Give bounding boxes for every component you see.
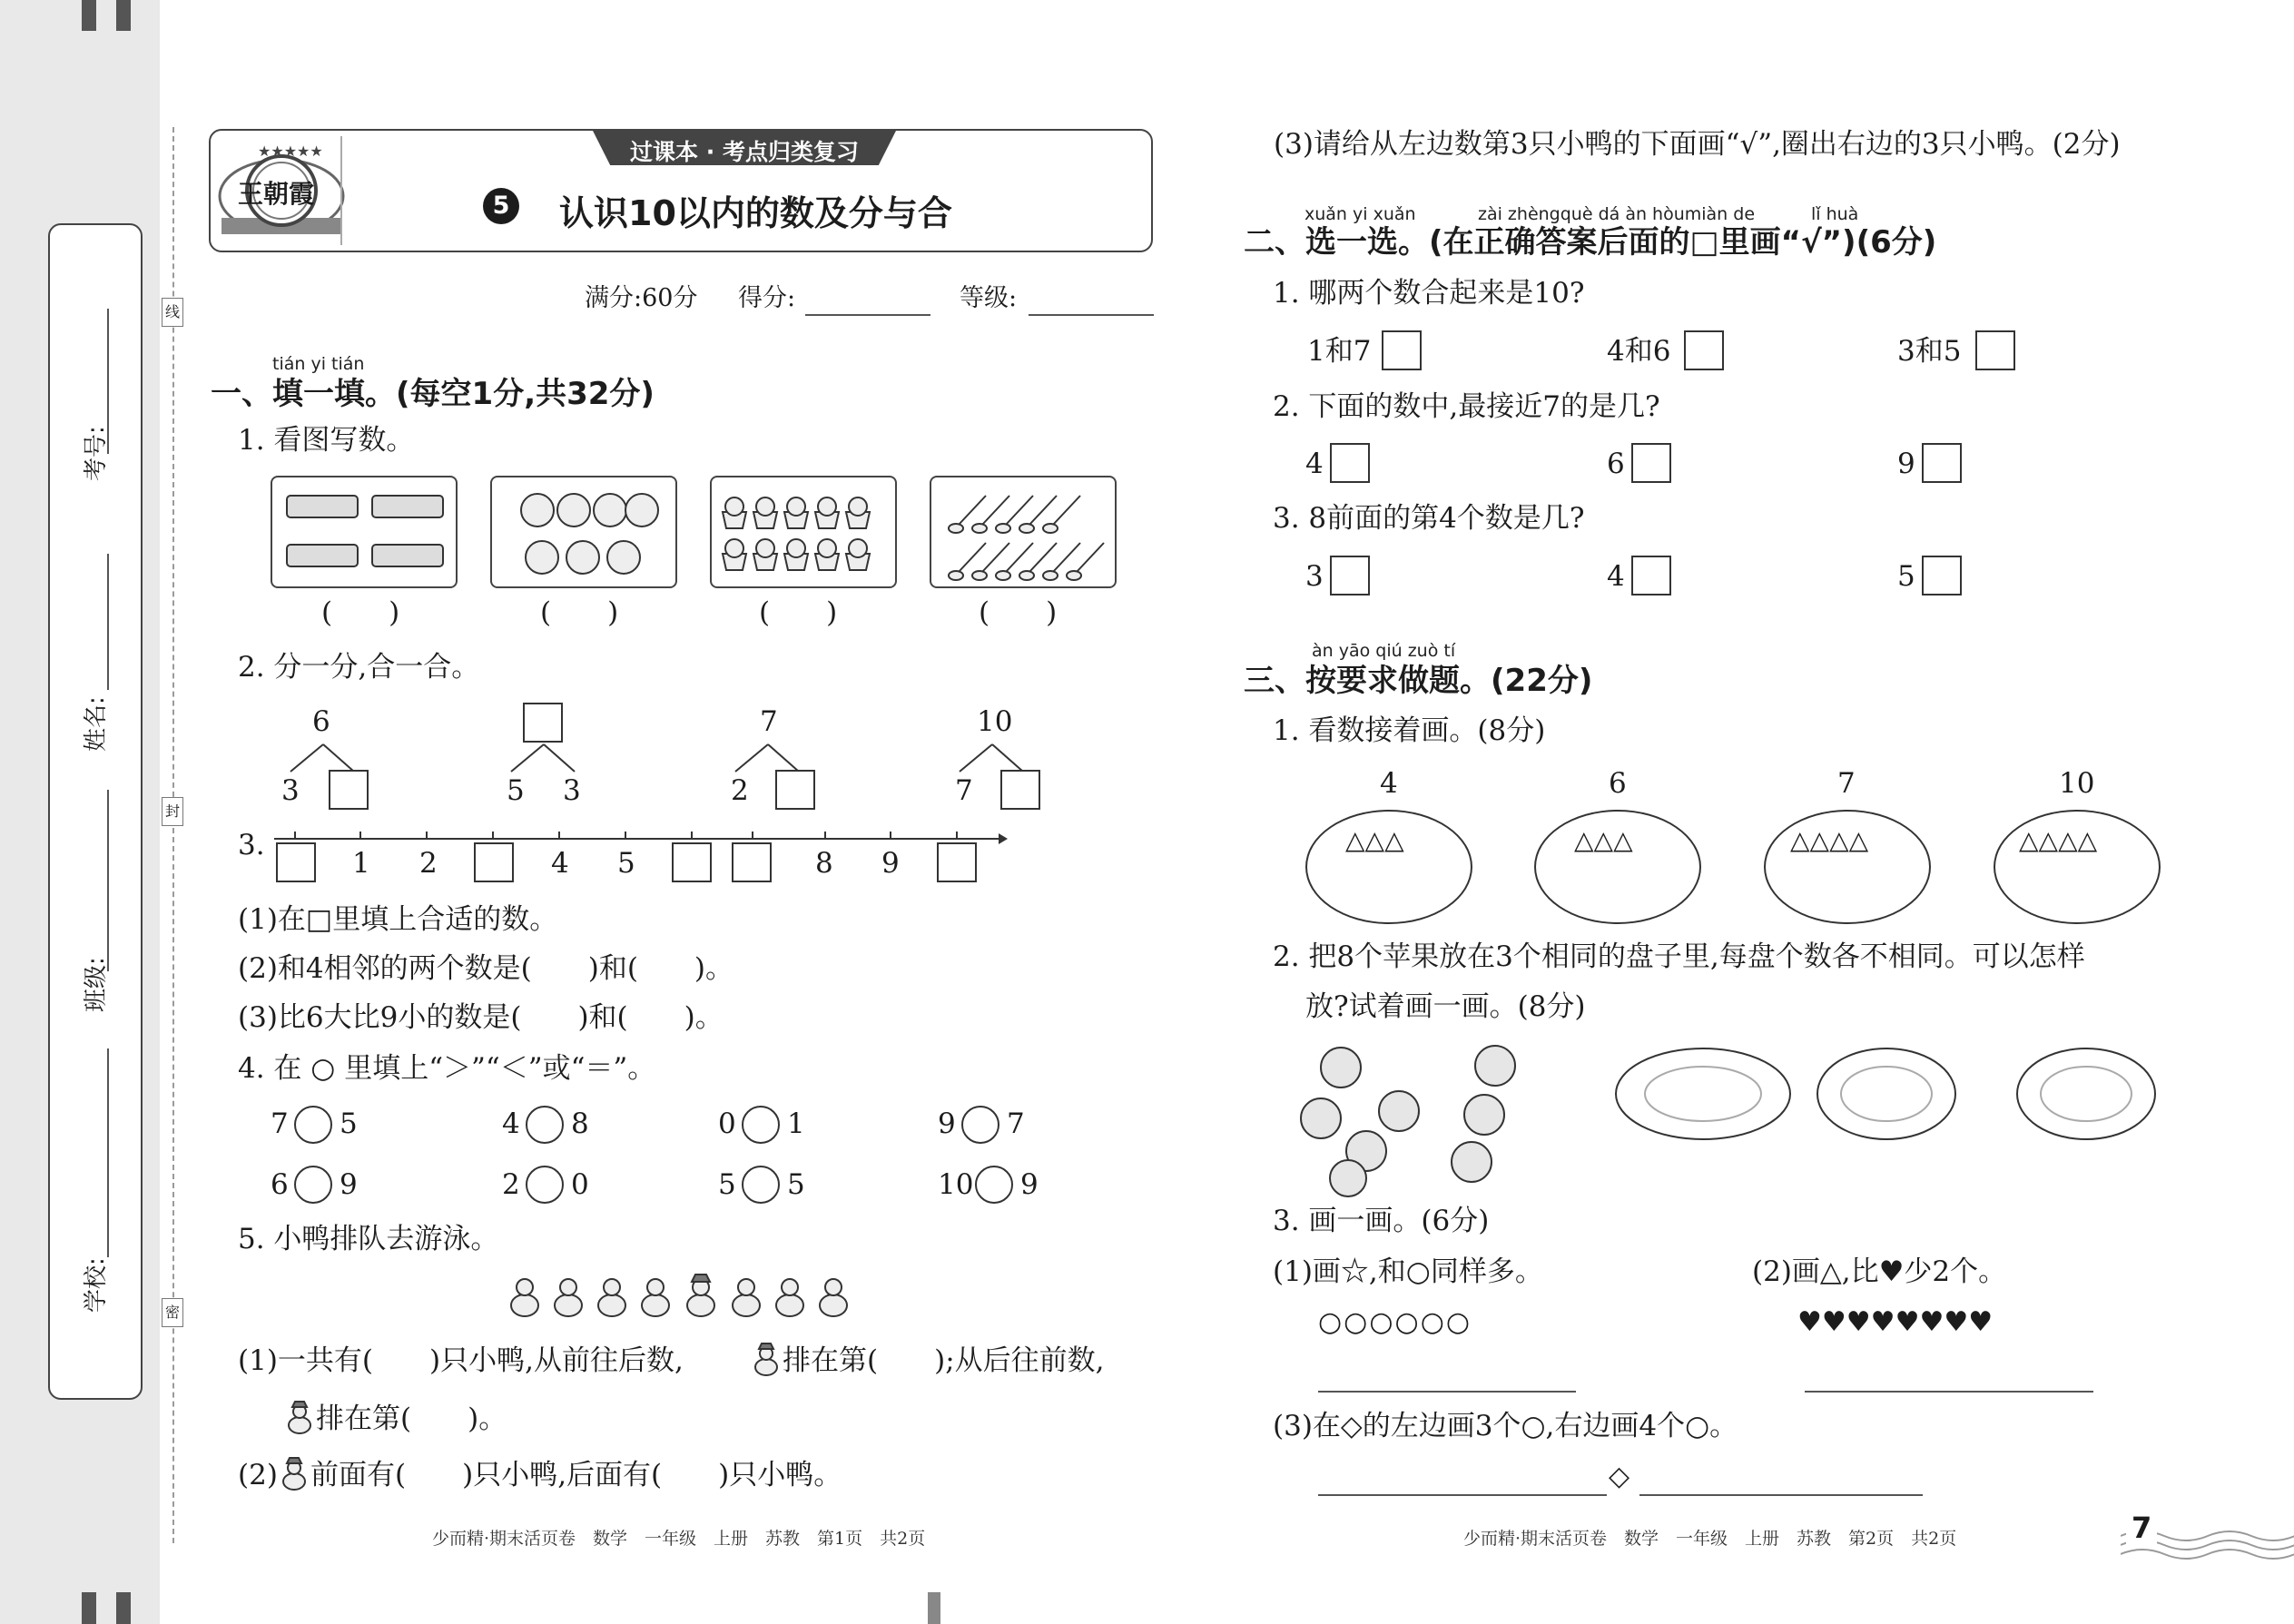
numline-answer-box[interactable] xyxy=(937,842,977,882)
checkbox[interactable] xyxy=(1631,556,1671,595)
q5-part1a: (1)一共有( )只小鸭,从前往后数, xyxy=(238,1344,684,1377)
checkbox[interactable] xyxy=(1330,443,1370,483)
compare-circle[interactable] xyxy=(975,1166,1013,1204)
compare-left: 5 xyxy=(718,1168,736,1201)
page-number: 7 xyxy=(2126,1511,2157,1545)
q4-label: 4. 在 ○ 里填上“＞”“＜”或“＝”。 xyxy=(238,1052,656,1085)
class-field[interactable] xyxy=(107,1048,109,1257)
compare-left: 10 xyxy=(938,1168,974,1201)
q3-part1: (1)在□里填上合适的数。 xyxy=(238,903,558,936)
section3-title: 三、按要求做题。(22分) xyxy=(1244,663,1593,699)
answer-line[interactable] xyxy=(1805,1391,2093,1393)
seal-mark-box xyxy=(162,1298,183,1327)
footer-left: 少而精·期末活页卷 数学 一年级 上册 苏教 第1页 共2页 xyxy=(432,1529,926,1549)
crop-mark xyxy=(928,1592,940,1624)
svg-text:★★★★★: ★★★★★ xyxy=(258,143,323,160)
answer-blank[interactable]: ( ) xyxy=(979,596,1058,629)
numline-answer-box[interactable] xyxy=(672,842,712,882)
s3-q2-line1: 2. 把8个苹果放在3个相同的盘子里,每盘个数各不相同。可以怎样 xyxy=(1273,940,2085,973)
compare-circle[interactable] xyxy=(526,1166,564,1204)
compare-right: 5 xyxy=(340,1107,358,1140)
tree-answer-box[interactable] xyxy=(329,770,369,810)
option-label: 3和5 xyxy=(1897,335,1962,368)
q2-label: 2. 分一分,合一合。 xyxy=(238,651,480,684)
compare-circle[interactable] xyxy=(294,1166,332,1204)
compare-right: 0 xyxy=(571,1168,589,1201)
s3-q3-part1: (1)画☆,和○同样多。 xyxy=(1273,1255,1543,1288)
numline-answer-box[interactable] xyxy=(474,842,514,882)
checkbox[interactable] xyxy=(1922,556,1962,595)
tree-answer-box[interactable] xyxy=(523,703,563,743)
compare-right: 8 xyxy=(571,1107,589,1140)
tree-answer-box[interactable] xyxy=(775,770,815,810)
crop-mark xyxy=(82,1592,96,1624)
section2-title: 二、选一选。(在正确答案后面的□里画“√”)(6分) xyxy=(1244,224,1937,261)
section2-pinyin: lǐ huà xyxy=(1811,204,1859,224)
diamond-shape: ◇ xyxy=(1609,1461,1630,1492)
compare-left: 9 xyxy=(938,1107,956,1140)
decomposition-lines xyxy=(0,0,1089,817)
numline-number: 4 xyxy=(551,847,569,880)
tree-left-number: 7 xyxy=(955,774,973,807)
s2-q1: 1. 哪两个数合起来是10? xyxy=(1273,277,1585,310)
apples-group xyxy=(1294,1035,1548,1198)
checkbox[interactable] xyxy=(1330,556,1370,595)
answer-blank[interactable]: ( ) xyxy=(759,596,838,629)
answer-line[interactable] xyxy=(1639,1494,1923,1496)
tree-left-number: 3 xyxy=(281,774,300,807)
compare-right: 9 xyxy=(340,1168,358,1201)
page-title: 认识10以内的数及分与合 xyxy=(559,193,952,233)
tree-top-number: 6 xyxy=(312,705,330,738)
compare-left: 4 xyxy=(502,1107,520,1140)
answer-blank[interactable]: ( ) xyxy=(540,596,619,629)
s3-q3: 3. 画一画。(6分) xyxy=(1273,1205,1490,1237)
s3-q1: 1. 看数接着画。(8分) xyxy=(1273,714,1546,747)
checkbox[interactable] xyxy=(1684,330,1724,370)
class-label: 班级: xyxy=(83,957,110,1012)
numline-number: 8 xyxy=(815,847,833,880)
numline-number: 1 xyxy=(352,847,370,880)
option-label: 4 xyxy=(1607,560,1625,593)
unit-number: 5 xyxy=(483,188,519,224)
full-score: 满分:60分 xyxy=(585,284,698,312)
q5-part2b: 前面有( )只小鸭,后面有( )只小鸭。 xyxy=(310,1459,842,1491)
compare-right: 7 xyxy=(1007,1107,1025,1140)
compare-circle[interactable] xyxy=(742,1106,780,1144)
s2-q2: 2. 下面的数中,最接近7的是几? xyxy=(1273,390,1660,423)
seal-mark: 密 xyxy=(164,1304,180,1321)
q5-part2a: (2) xyxy=(238,1459,278,1491)
compare-right: 9 xyxy=(1020,1168,1039,1201)
compare-right: 1 xyxy=(787,1107,805,1140)
exam-id-label: 考号: xyxy=(83,426,110,481)
compare-left: 0 xyxy=(718,1107,736,1140)
option-label: 9 xyxy=(1897,448,1915,480)
ducklings-row xyxy=(505,1273,859,1324)
section1-pinyin: tián yi tián xyxy=(272,354,365,374)
tree-left-number: 5 xyxy=(507,774,525,807)
heart-shapes: ♥♥♥♥♥♥♥♥ xyxy=(1797,1306,1994,1338)
seal-mark: 封 xyxy=(164,802,180,820)
answer-line[interactable] xyxy=(1318,1494,1607,1496)
numline-answer-box[interactable] xyxy=(732,842,772,882)
compare-circle[interactable] xyxy=(526,1106,564,1144)
oval-triangles: △△△△ xyxy=(2019,825,2098,855)
duckling-hat-icon xyxy=(278,1456,310,1492)
answer-blank[interactable]: ( ) xyxy=(321,596,400,629)
answer-line[interactable] xyxy=(1318,1391,1576,1393)
oval-number: 10 xyxy=(2059,767,2095,800)
option-label: 3 xyxy=(1305,560,1324,593)
q5-label: 5. 小鸭排队去游泳。 xyxy=(238,1223,499,1255)
q3-part3: (3)比6大比9小的数是( )和( )。 xyxy=(238,1001,724,1034)
oval-triangles: △△△ xyxy=(1345,825,1404,855)
name-field[interactable] xyxy=(107,790,109,971)
seal-mark: 线 xyxy=(164,303,180,320)
compare-circle[interactable] xyxy=(294,1106,332,1144)
compare-right: 5 xyxy=(787,1168,805,1201)
section2-pinyin: xuǎn yi xuǎn xyxy=(1305,204,1416,224)
plate[interactable] xyxy=(1612,1044,1794,1144)
s2-q3: 3. 8前面的第4个数是几? xyxy=(1273,502,1585,535)
grade-label: 等级: xyxy=(960,284,1018,312)
section3-pinyin: àn yāo qiú zuò tí xyxy=(1312,641,1456,661)
s3-q3-part3: (3)在◇的左边画3个○,右边画4个○。 xyxy=(1273,1410,1738,1442)
tree-top-number: 7 xyxy=(760,705,778,738)
checkbox[interactable] xyxy=(1922,443,1962,483)
numline-number: 9 xyxy=(881,847,900,880)
tree-answer-box[interactable] xyxy=(1000,770,1040,810)
logo-text: 王朝霞 xyxy=(238,179,315,209)
score-label: 得分: xyxy=(738,284,796,312)
compare-left: 2 xyxy=(502,1168,520,1201)
duckling-hat-icon xyxy=(283,1400,316,1436)
tree-top-number: 10 xyxy=(977,705,1013,738)
numline-number: 2 xyxy=(419,847,438,880)
tree-right-number: 3 xyxy=(563,774,581,807)
q5-part3: (3)请给从左边数第3只小鸭的下面画“√”,圈出右边的3只小鸭。(2分) xyxy=(1274,128,2121,161)
compare-circle[interactable] xyxy=(961,1106,999,1144)
q3-part2: (2)和4相邻的两个数是( )和( )。 xyxy=(238,952,734,985)
circle-shapes: ○○○○○○ xyxy=(1318,1306,1472,1338)
oval-triangles: △△△ xyxy=(1574,825,1633,855)
option-label: 5 xyxy=(1897,560,1915,593)
checkbox[interactable] xyxy=(1631,443,1671,483)
q5-part1b: 排在第( );从后往前数, xyxy=(783,1344,1105,1377)
option-label: 1和7 xyxy=(1307,335,1372,368)
option-label: 4和6 xyxy=(1607,335,1671,368)
s3-q2-line2: 放?试着画一画。(8分) xyxy=(1305,990,1586,1023)
section1-title: 一、填一填。(每空1分,共32分) xyxy=(211,376,655,412)
q5-part1c: 排在第( )。 xyxy=(316,1403,507,1435)
option-label: 6 xyxy=(1607,448,1625,480)
compare-circle[interactable] xyxy=(742,1166,780,1204)
s3-q3-part2: (2)画△,比♥少2个。 xyxy=(1752,1255,2007,1288)
numline-answer-box[interactable] xyxy=(276,842,316,882)
footer-right: 少而精·期末活页卷 数学 一年级 上册 苏教 第2页 共2页 xyxy=(1463,1529,1957,1549)
tree-left-number: 2 xyxy=(731,774,749,807)
compare-left: 6 xyxy=(271,1168,289,1201)
duckling-hat-icon xyxy=(750,1342,783,1378)
plate[interactable] xyxy=(2013,1044,2159,1144)
section2-pinyin: zài zhèngquè dá àn hòumiàn de xyxy=(1478,204,1756,224)
header-tag: 过课本 · 考点归类复习 xyxy=(630,139,859,165)
school-label: 学校: xyxy=(83,1257,110,1313)
oval-number: 7 xyxy=(1837,767,1856,800)
option-label: 4 xyxy=(1305,448,1324,480)
crop-mark xyxy=(116,1592,131,1624)
compare-left: 7 xyxy=(271,1107,289,1140)
q3-label: 3. xyxy=(238,829,265,861)
checkbox[interactable] xyxy=(1382,330,1422,370)
plate[interactable] xyxy=(1814,1044,1959,1144)
oval-number: 4 xyxy=(1380,767,1398,800)
checkbox[interactable] xyxy=(1975,330,2015,370)
oval-triangles: △△△△ xyxy=(1790,825,1869,855)
oval-number: 6 xyxy=(1609,767,1627,800)
numline-number: 5 xyxy=(617,847,635,880)
name-label: 姓名: xyxy=(83,696,110,752)
q1-label: 1. 看图写数。 xyxy=(238,424,415,457)
